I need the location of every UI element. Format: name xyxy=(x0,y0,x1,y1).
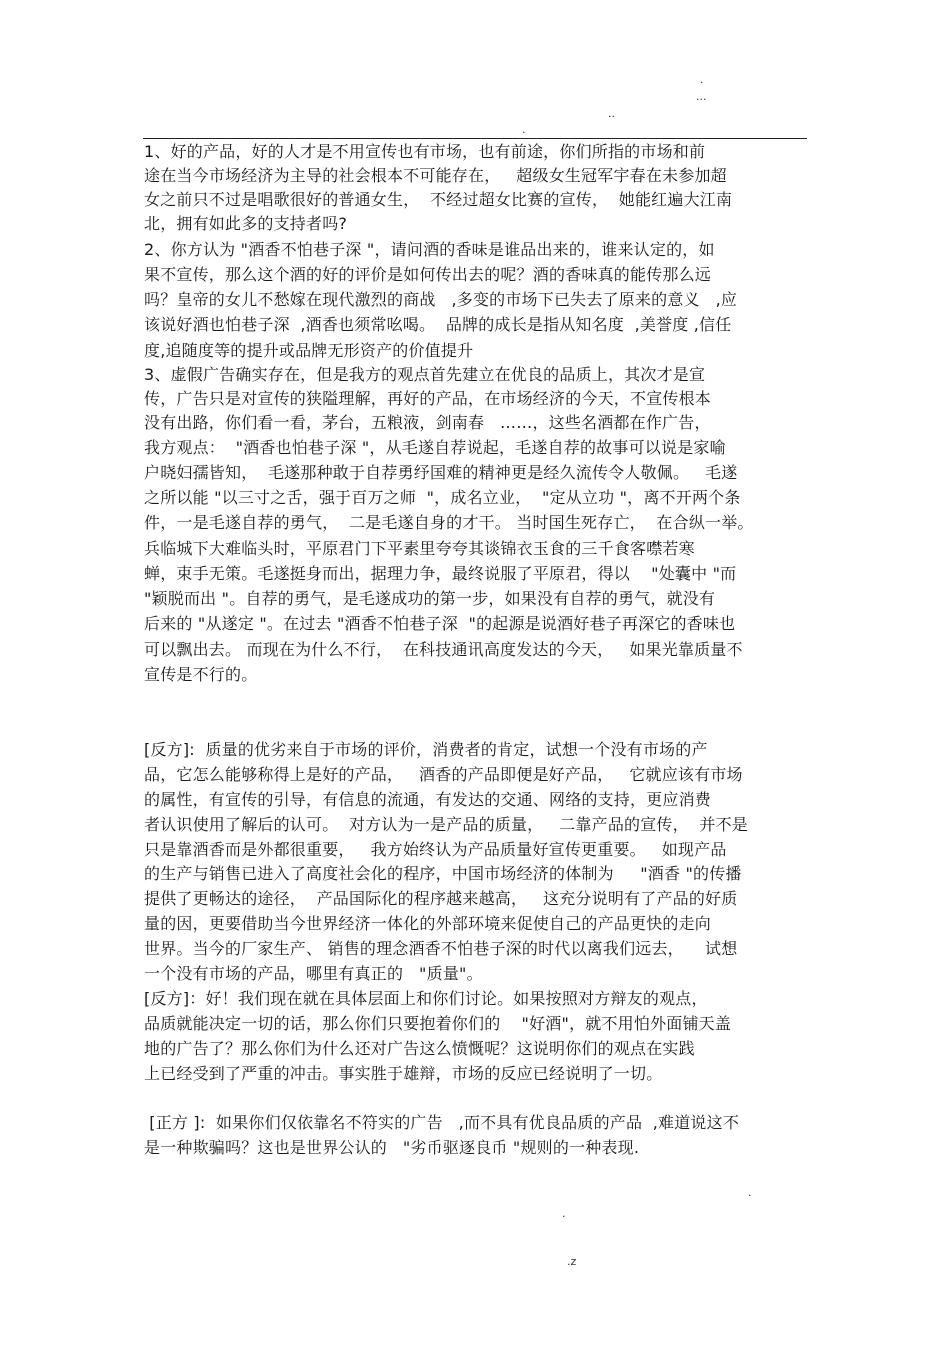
text-line: 果不宣传，那么这个酒的好的评价是如何传出去的呢？酒的香味真的能传那么远 xyxy=(144,265,712,284)
text-line: 蝉，束手无策。毛遂挺身而出，据理力争，最终说服了平原君，得以 "处囊中 "而 xyxy=(144,564,737,583)
text-line: 一个没有市场的产品，哪里有真正的 "质量"。 xyxy=(144,964,483,983)
text-line: 品质就能决定一切的话，那么你们只要抱着你们的 "好酒"，就不用怕外面铺天盖 xyxy=(144,1014,732,1033)
text-line: 没有出路，你们看一看，茅台，五粮液，剑南春 ……，这些名酒都在作广告， xyxy=(144,413,711,432)
text-line: 提供了更畅达的途径， 产品国际化的程序越来越高， 这充分说明有了产品的好质 xyxy=(144,889,738,908)
header-mark: ... xyxy=(696,90,707,103)
text-line: [反方]：好！我们现在就在具体层面上和你们讨论。如果按照对方辩友的观点， xyxy=(144,989,708,1008)
text-line: 3、虚假广告确实存在，但是我方的观点首先建立在优良的品质上，其次才是宣 xyxy=(144,365,706,384)
text-line: 世界。当今的厂家生产、 销售的理念酒香不怕巷子深的时代以离我们远去， 试想 xyxy=(144,939,738,958)
text-line: 宣传是不行的。 xyxy=(144,665,258,684)
text-line: 之所以能 "以三寸之舌，强于百万之师 "，成名立业， "定从立功 "，离不开两个条 xyxy=(144,488,741,507)
text-line: [正方 ]: 如果你们仅依靠名不符实的广告 ,而不具有优良品质的产品 ,难道说这不 xyxy=(144,1113,740,1132)
text-line: 传，广告只是对宣传的狭隘理解，再好的产品，在市场经济的今天，不宣传根本 xyxy=(144,389,712,408)
text-line: 该说好酒也怕巷子深 ,酒香也须常吆喝。 品牌的成长是指从知名度 ,美誉度 ,信任 xyxy=(144,315,732,334)
text-line: 1、好的产品，好的人才是不用宣传也有市场，也有前途，你们所指的市场和前 xyxy=(144,142,706,161)
footer-mark: .z xyxy=(567,1255,577,1268)
text-line: 只是靠酒香而是外都很重要， 我方始终认为产品质量好宣传更重要。 如现产品 xyxy=(144,840,727,859)
header-mark: . xyxy=(700,73,704,86)
text-line: 的生产与销售已进入了高度社会化的程序，中国市场经济的体制为 "酒香 "的传播 xyxy=(144,864,742,883)
text-line: 2、你方认为 "酒香不怕巷子深 "，请问酒的香味是谁品出来的，谁来认定的，如 xyxy=(144,240,715,259)
footer-mark: . xyxy=(562,1207,566,1220)
text-line: 地的广告了？那么你们为什么还对广告这么愤慨呢？这说明你们的观点在实践 xyxy=(144,1039,695,1058)
text-line: 上已经受到了严重的冲击。事实胜于雄辩，市场的反应已经说明了一切。 xyxy=(144,1064,663,1083)
text-line: 的属性，有宣传的引导，有信息的流通，有发达的交通、网络的支持，更应消费 xyxy=(144,790,712,809)
text-line: 我方观点： "酒香也怕巷子深 "，从毛遂自荐说起，毛遂自荐的故事可以说是家喻 xyxy=(144,438,726,457)
text-line: 度,追随度等的提升或品牌无形资产的价值提升 xyxy=(144,341,474,360)
text-line: "颖脱而出 "。自荐的勇气，是毛遂成功的第一步，如果没有自荐的勇气，就没有 xyxy=(144,589,716,608)
header-rule xyxy=(143,138,807,139)
footer-mark: . xyxy=(748,1186,752,1199)
text-line: 兵临城下大难临头时，平原君门下平素里夸夸其谈锦衣玉食的三千食客噤若寒 xyxy=(144,539,695,558)
text-line: 量的因，更要借助当今世界经济一体化的外部环境来促使自己的产品更快的走向 xyxy=(144,914,712,933)
text-line: [反方]: 质量的优劣来自于市场的评价，消费者的肯定，试想一个没有市场的产 xyxy=(144,740,708,759)
text-line: 是一种欺骗吗？这也是世界公认的 "劣币驱逐良币 "规则的一种表现. xyxy=(144,1138,640,1157)
text-line: 后来的 "从遂定 "。在过去 "酒香不怕巷子深 "的起源是说酒好巷子再深它的香味也 xyxy=(144,614,736,633)
text-line: 者认识使用了解后的认可。 对方认为一是产品的质量， 二靠产品的宣传， 并不是 xyxy=(144,815,749,834)
text-line: 吗？皇帝的女儿不愁嫁在现代激烈的商战 ,多变的市场下已失去了原来的意义 ,应 xyxy=(144,290,738,309)
text-line: 途在当今市场经济为主导的社会根本不可能存在， 超级女生冠军宇春在未参加超 xyxy=(144,166,727,185)
header-mark: . xyxy=(522,123,526,136)
text-line: 女之前只不过是唱歌很好的普通女生， 不经过超女比赛的宣传， 她能红遍大江南 xyxy=(144,190,733,209)
text-line: 件，一是毛遂自荐的勇气， 二是毛遂自身的才干。 当时国生死存亡， 在合纵一举。 xyxy=(144,513,754,532)
text-line: 可以飘出去。 而现在为什么不行， 在科技通讯高度发达的今天， 如果光靠质量不 xyxy=(144,640,743,659)
text-line: 北，拥有如此多的支持者吗? xyxy=(144,214,348,233)
header-mark: .. xyxy=(608,107,615,120)
text-line: 户晓妇孺皆知， 毛遂那种敢于自荐勇纾国难的精神更是经久流传令人敬佩。 毛遂 xyxy=(144,463,738,482)
text-line: 品，它怎么能够称得上是好的产品， 酒香的产品即便是好产品， 它就应该有市场 xyxy=(144,765,743,784)
